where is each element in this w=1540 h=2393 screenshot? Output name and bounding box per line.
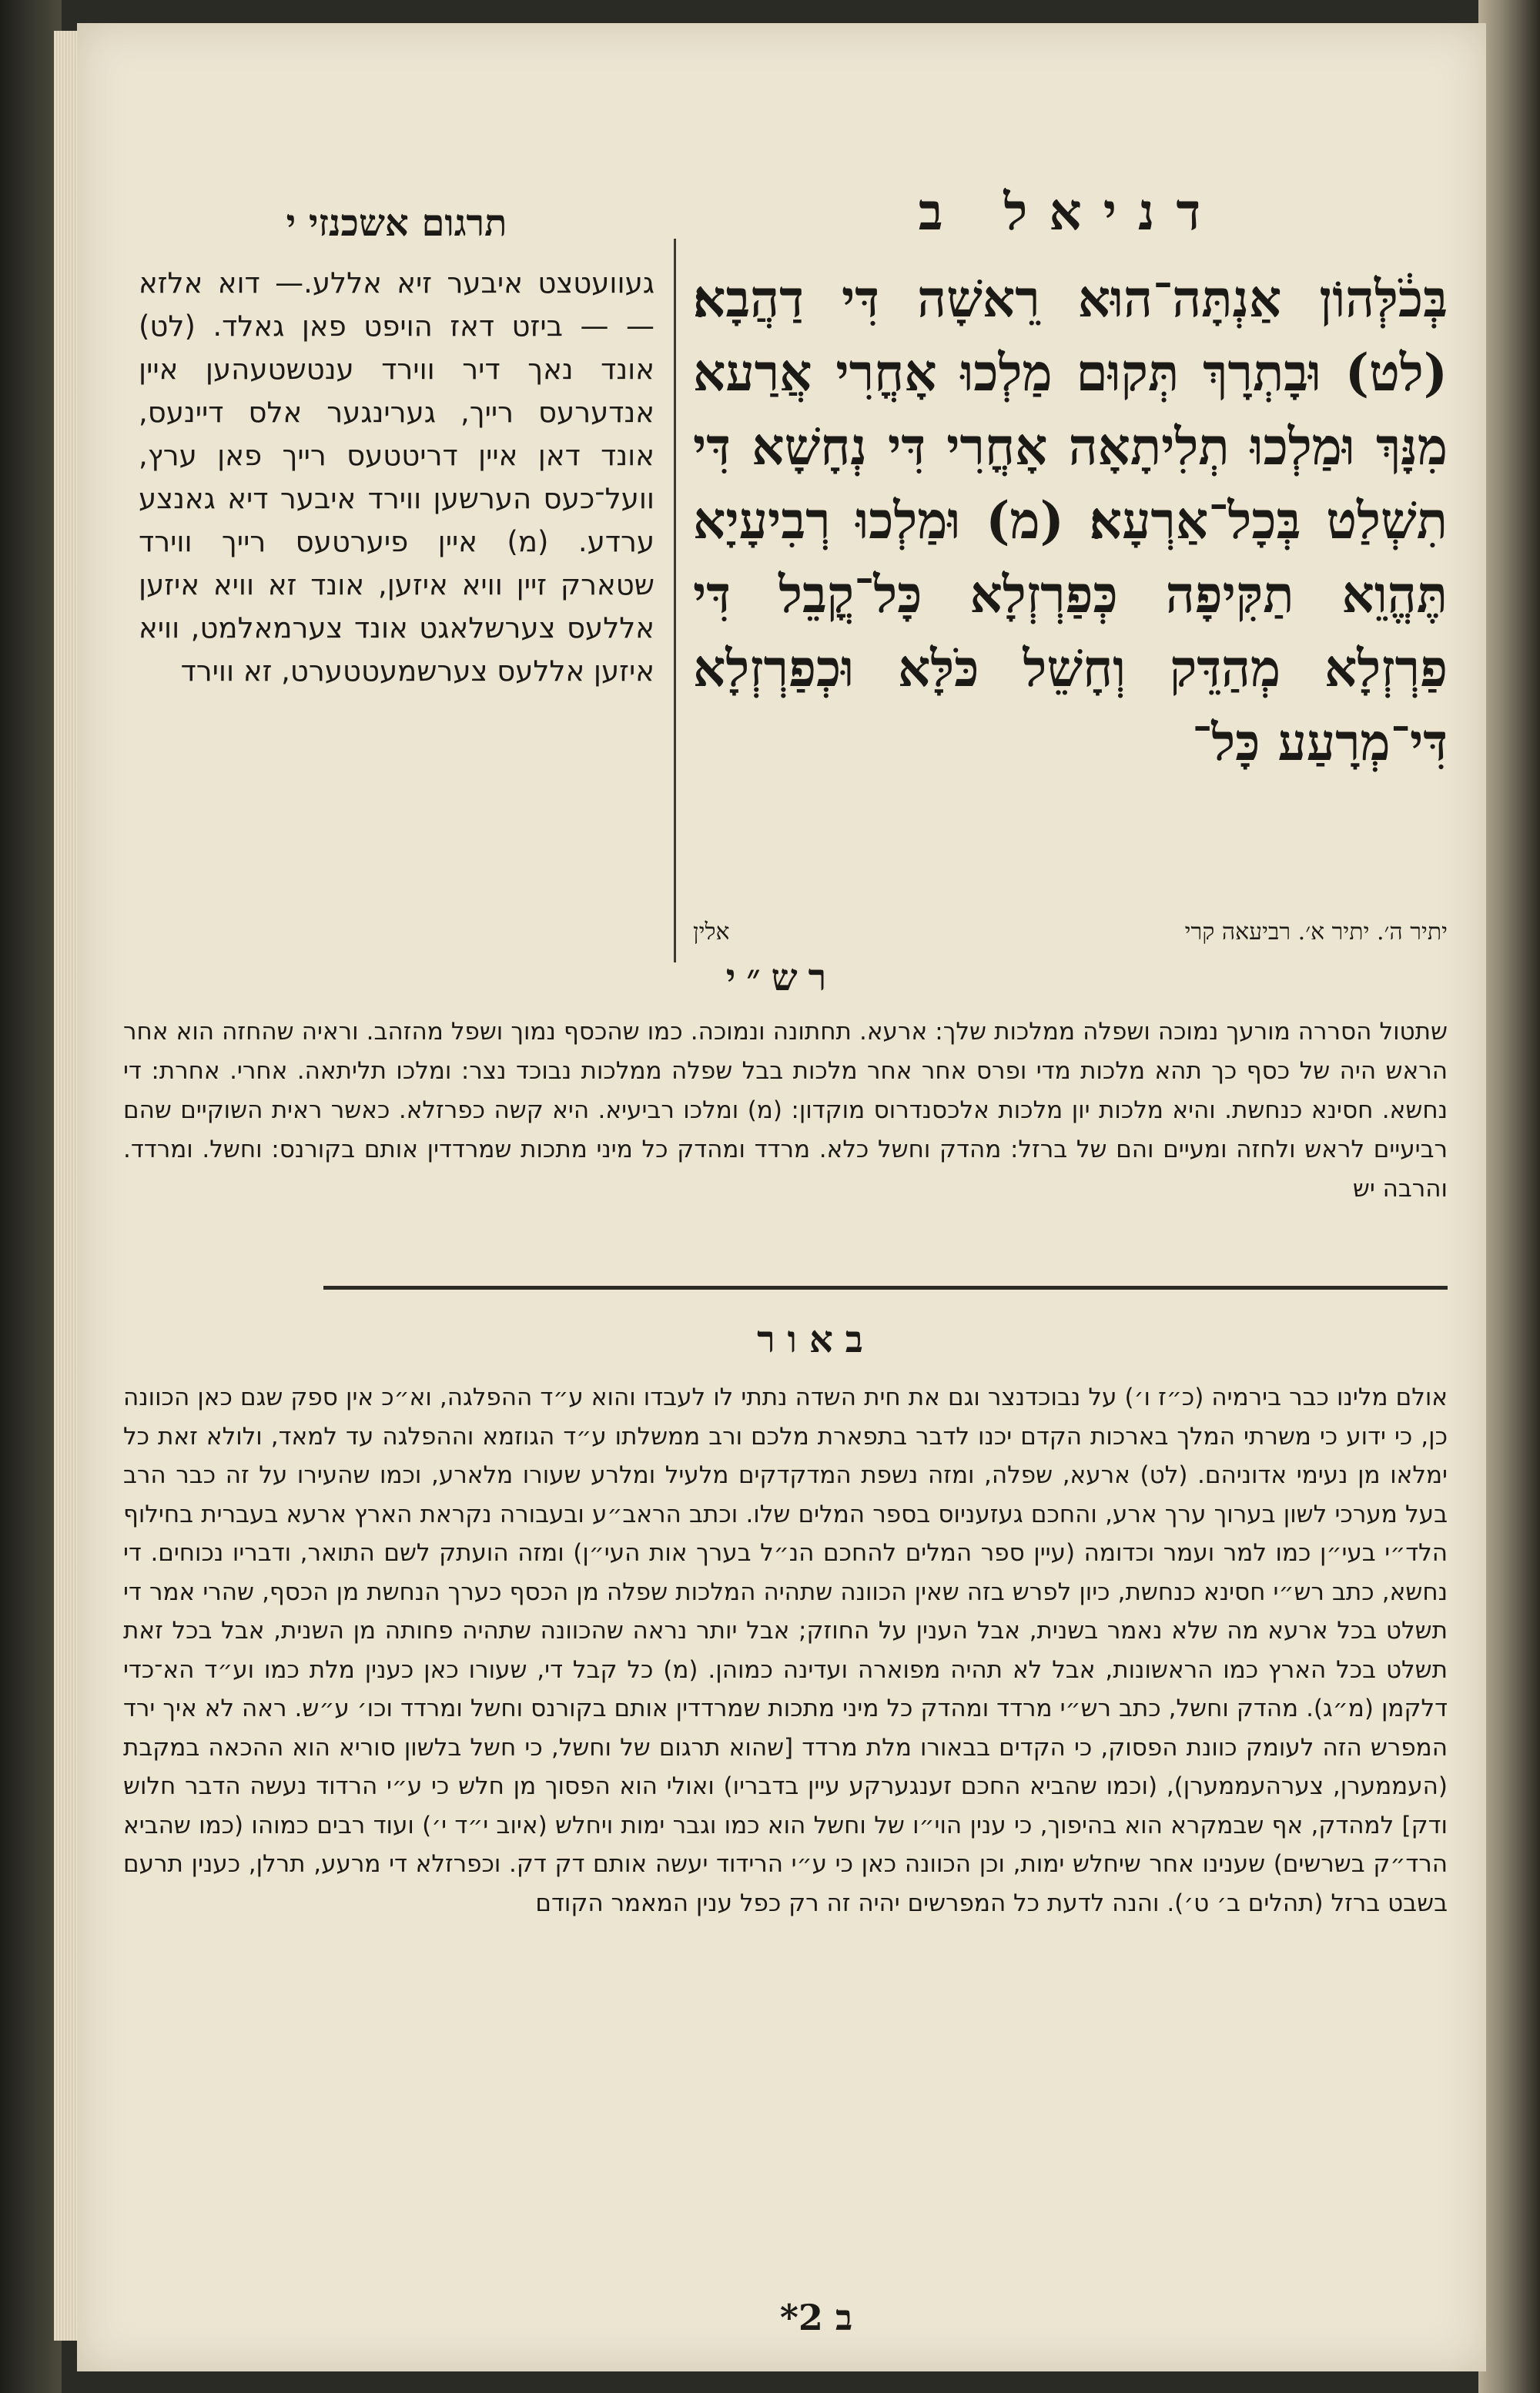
signature-mark: ב 2*	[779, 2297, 853, 2338]
catchword-note: יתיר ה׳. יתיר א׳. רביעאה קרי	[1184, 918, 1448, 945]
targum-column	[139, 192, 654, 962]
bible-running-header: דניאל ב	[918, 182, 1223, 242]
biur-commentary: אולם מלינו כבר בירמיה (כ״ז ו׳) על נבוכדנצר וגם את חית השדה נתתי לו לעבדו והוא ע״ד ההפלגה, וא״כ אין ספק שגם כאן הכוונה כן, כי ידוע כי משרתי המלך בארכות הקדם יכנו לדבר בתפארת מלכם ורב ממשלתו ע״ד הגוזמא וההפלגה עד למאד, ולולא זאת כל ימלאו מן נעימי אדוניהם. (לט) ארעא, שפלה, ומזה נשפת המדקדקים מלעיל ומלרע שעורו מלארע, וכמו שהעירו על זה כבר הרב בעל מערכי לשון בערוך ערך ארע, והחכם געזעניוס בספר המלים שלו. וכתב הראב״ע ובעבורה נקראת הארץ ארעא בעברית בחילוף הלד״י בעי״ן כמו למר ועמר וכדומה (עיין ספר המלים להחכם הנ״ל בערך אות העי״ן) ומזה הועתק לשם התואר, ודבריו נכוחים. די נחשא, כתב רש״י חסינא כנחשת, כיון לפרש בזה שאין הכוונה שתהיה המלכות שפלה מן הכסף כערך הנחשת מן הכסף, שהרי אמר די תשלט בכל ארעא מה שלא נאמר בשנית, אבל הענין על החוזק; אבל יותר נראה שהכוונה שתהיה פחותה מן השנית, אבל בכל זאת תשלט בכל הארץ כמו הראשונות, אבל לא תהיה מפוארה ועדינה כמוהן. (מ) כל קבל די, שעורו כאן כענין מלת כמו וע״ד הא־כדי דלקמן (מ״ג). מהדק וחשל, כתב רש״י מרדד ומהדק כל מיני מתכות שמרדדין אותם בקורנס וחשל ומרדד וכו׳ ע״ש. ראה לא איך ירד המפרש הזה לעומק כוונת הפסוק, כי הקדים בבאורו מלת מרדד [שהוא תרגום של וחשל, כי חשל בלשון סוריא הוא ההכאה במקבת (העממערן, צערהעממערן), (וכמו שהביא החכם זענגערקע עיין בדבריו) ואולי הוא הפסוך מן חלש כי ע״י הרדוד נעשה הדבר חלוש ודק] למהדק, אף שבמקרא הוא בהיפוך, כי ענין הוי״ו של וחשל הוא כמו וגבר ימות ויחלש (איוב י״ד י׳) ועוד רבים כמוהו (כמו שהביא הרד״ק בשרשים) שענינו אחר שיחלש ימות, וכן הכוונה כאן כי ע״י הרידוד יעשה אותם דק דק. וכפרזלא די מרעע, תרלן, כענין תרעם בשבט ברזל (תהלים ב׳ ט׳). והנה לדעת כל המפרשים יהיה זה רק כפל ענין המאמר הקודם	[123, 1384, 1448, 1917]
catchword-next: אלין	[693, 918, 730, 945]
rashi-catchword: יש	[1352, 1175, 1375, 1203]
bible-aramaic-text: בְּכֹ֔לְּהוֹן אַנְתָּה־הוּא רֵאשָׁה דִּי דַהֲבָא׃ ‏(לט)‏ וּבָתְרָךְ תְּקוּם מַלְכוּ אָחֳרִי אֲרַעא מִנָּךְ וּמַלְכוּ תְלִיתָאָה אָחֳרִי דִּי נְחָשָׁא דִּי תִשְׁלַט בְּכָל־אַרְעָא׃ ‏(מ)‏ וּמַלְכוּ רְבִיעָיָא תֶּהֱוֵא תַקִּיפָה כְּפַרְזְלָא כָּל־קֳבֵל דִּי פַרְזְלָא מְהַדֵּק וְחָשֵׁל כֹּלָּא וּכְפַרְזְלָא דִּי־מְרָעַע כָּל־	[693, 269, 1448, 772]
rashi-header: רש״י	[725, 956, 838, 999]
book-edge-right	[1478, 0, 1540, 2393]
column-divider	[674, 239, 676, 962]
targum-header: תרגום אשכנזי י	[286, 202, 507, 245]
section-rule	[323, 1286, 1448, 1290]
book-spine-left	[0, 0, 62, 2393]
biur-header: באור	[757, 1318, 875, 1361]
bible-text-column	[693, 177, 1448, 955]
targum-text: געוועטצט איבער זיא אללע.— דוא אלזא — — ביזט דאז הויפט פאן גאלד. (לט) אונד נאך דיר ווירד ענטשטעהען איין אנדערעס רייך, גערינגער אלס דיינעס, אונד דאן איין דריטטעס רייך פאן ערץ, וועל־כעס הערשען ווירד איבער דיא גאנצע ערדע. (מ) איין פיערטעס רייך ווירד שטארק זיין וויא איזען, אונד זא וויא איזען אללעס צערשלאגט אונד צערמאלמט, וויא איזען אללעס צערשמעטטערט, זא ווירד	[139, 266, 654, 688]
book-page	[77, 23, 1486, 2371]
rashi-text: שתטול הסררה מורעך נמוכה ושפלה ממלכות שלך: ארעא. תחתונה ונמוכה. כמו שהכסף נמוך ושפל מהזהב. וראיה שהחזה הוא אחר הראש היה של כסף כך תהא מלכות מדי ופרס אחר אחר מלכות בבל שפלה ממלכות נבוכד נצר: ומלכו תליתאה. אחרי. אחרת: די נחשא. חסינא כנחשת. והיא מלכות יון מלכות אלכסנדרוס מוקדון: (מ) ומלכו רביעיא. היא קשה כפרזלא. כאשר ראית השוקיים שהם רביעיים לראש ולחזה ומעיים והם של ברזל: מהדק וחשל כלא. מרדד ומהדק כל מיני מתכות שמרדדין אותם בקורנס: וחשל. ומרדד. והרבה	[123, 1018, 1448, 1203]
rashi-commentary	[123, 1012, 1448, 1209]
